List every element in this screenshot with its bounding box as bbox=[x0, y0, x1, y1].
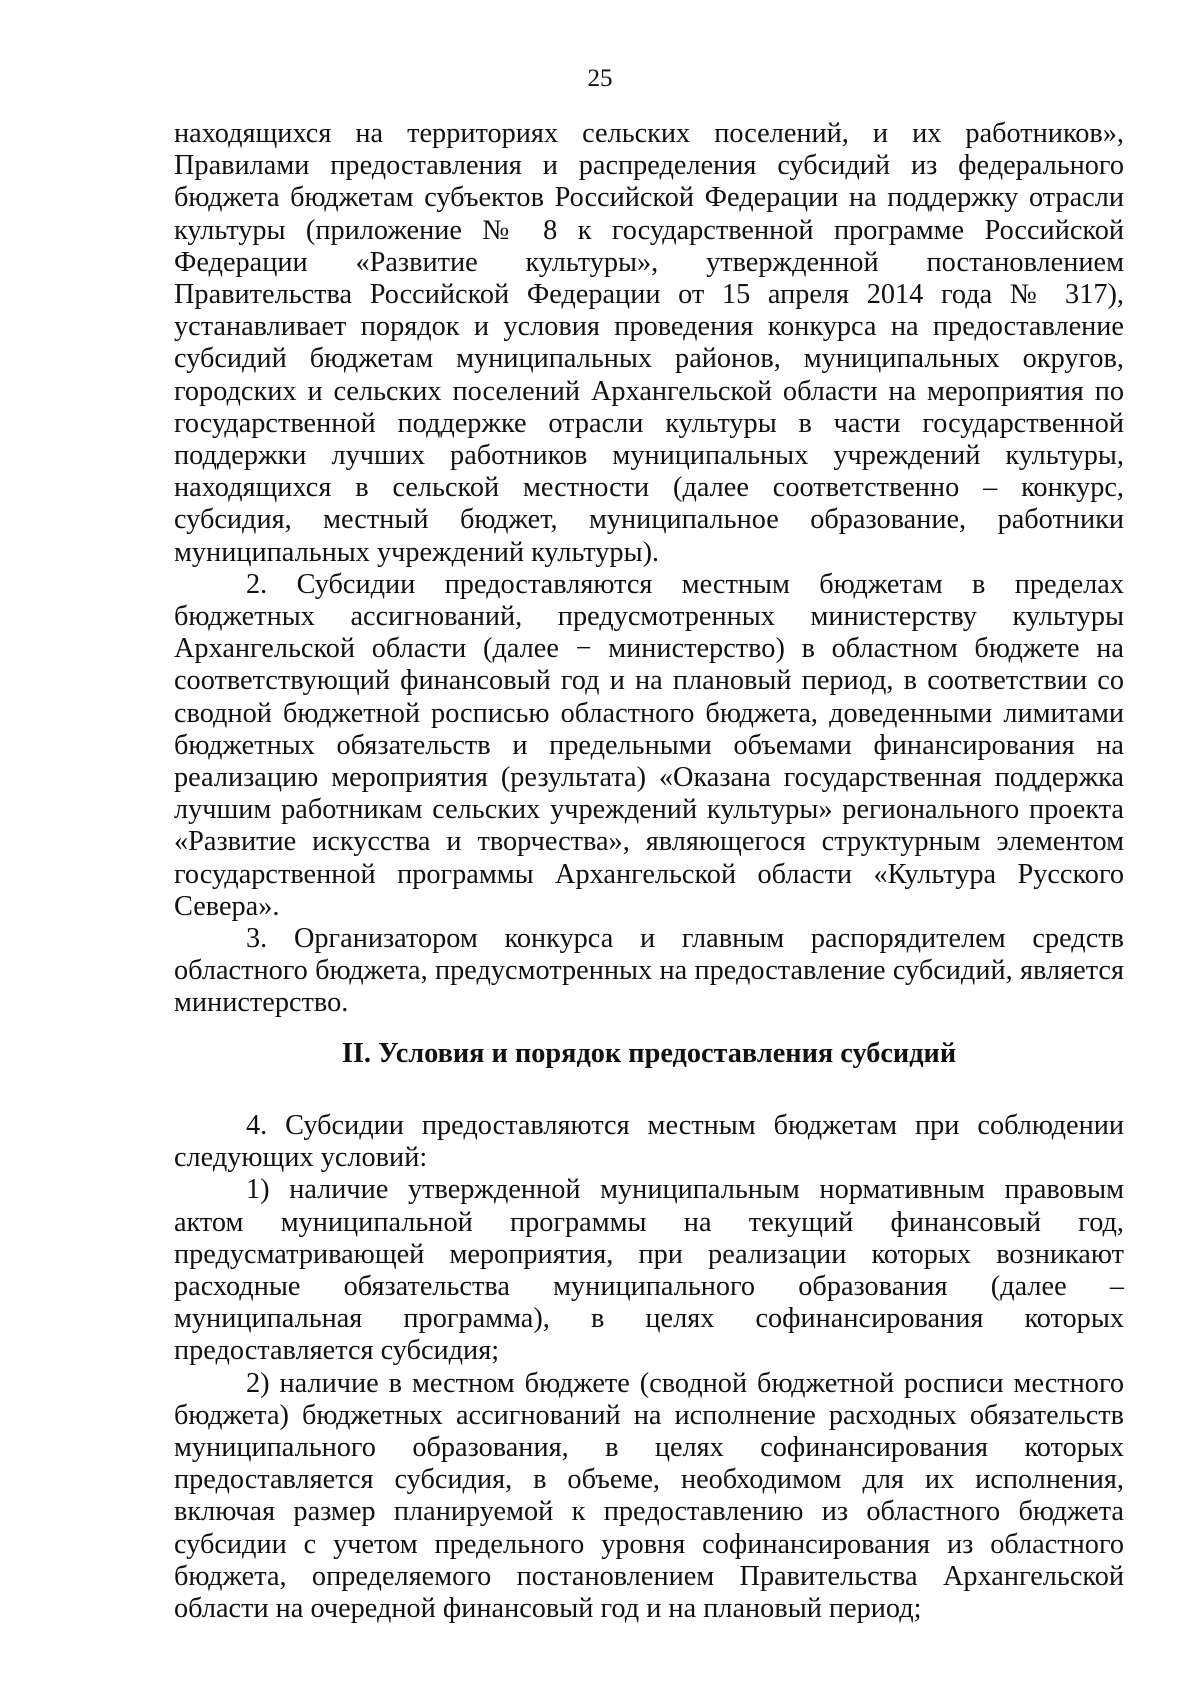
paragraph-4-item-2: 2) наличие в местном бюджете (сводной бюджетной росписи местного бюджета) бюджетных ассигнований на исполнение расходных обязательств муниципального образования, в целях софинансирования которых предоставляется субсидия, в объеме, необходимом для их исполнения, включая размер планируемой к предоставлению из областного бюджета субсидии с учетом предельного уровня софинансирования из областного бюджета, определяемого постановлением Правительства Архангельской области на очередной финансовый год и на плановый период; bbox=[174, 1367, 1124, 1625]
body-text-top bbox=[174, 118, 1124, 1020]
body-text-bottom bbox=[174, 1110, 1124, 1625]
paragraph-3: 3. Организатором конкурса и главным распорядителем средств областного бюджета, предусмотренных на предоставление субсидий, является министерство. bbox=[174, 923, 1124, 1019]
page-number: 25 bbox=[587, 65, 613, 92]
paragraph-continuation: находящихся на территориях сельских поселений, и их работников», Правилами предоставления и распределения субсидий из федерального бюджета бюджетам субъектов Российской Федерации на поддержку отрасли культуры (приложение № 8 к государственной программе Российской Федерации «Развитие культуры», утвержденной постановлением Правительства Российской Федерации от 15 апреля 2014 года № 317), устанавливает порядок и условия проведения конкурса на предоставление субсидий бюджетам муниципальных районов, муниципальных округов, городских и сельских поселений Архангельской области на мероприятия по государственной поддержке отрасли культуры в части государственной поддержки лучших работников муниципальных учреждений культуры, находящихся в сельской местности (далее соответственно – конкурс, субсидия, местный бюджет, муниципальное образование, работники муниципальных учреждений культуры). bbox=[174, 118, 1124, 568]
paragraph-4: 4. Субсидии предоставляются местным бюджетам при соблюдении следующих условий: bbox=[174, 1110, 1124, 1174]
paragraph-2: 2. Субсидии предоставляются местным бюджетам в пределах бюджетных ассигнований, предусмотренных министерству культуры Архангельской области (далее − министерство) в областном бюджете на соответствующий финансовый год и на плановый период, в соответствии со сводной бюджетной росписью областного бюджета, доведенными лимитами бюджетных обязательств и предельными объемами финансирования на реализацию мероприятия (результата) «Оказана государственная поддержка лучшим работникам сельских учреждений культуры» регионального проекта «Развитие искусства и творчества», являющегося структурным элементом государственной программы Архангельской области «Культура Русского Севера». bbox=[174, 568, 1124, 922]
paragraph-4-item-1: 1) наличие утвержденной муниципальным нормативным правовым актом муниципальной программы на текущий финансовый год, предусматривающей мероприятия, при реализации которых возникают расходные обязательства муниципального образования (далее – муниципальная программа), в целях софинансирования которых предоставляется субсидия; bbox=[174, 1174, 1124, 1367]
section-heading: II. Условия и порядок предоставления субсидий bbox=[341, 1038, 957, 1069]
